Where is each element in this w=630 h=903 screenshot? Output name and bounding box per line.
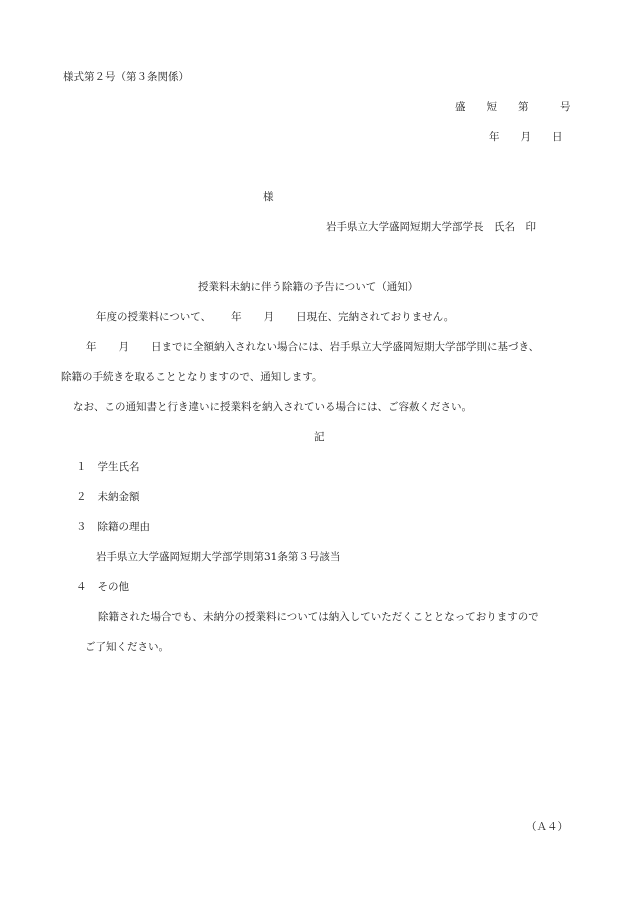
body-line-1-part1: 年度の授業料について、 <box>96 311 212 323</box>
item-label: その他 <box>97 581 129 593</box>
reference-number: 盛 短 第 号 <box>455 101 571 113</box>
other-text-line-2: ご了知ください。 <box>85 641 169 653</box>
body-line-2-month: 月 <box>118 341 129 353</box>
list-item <box>76 520 150 534</box>
list-item <box>76 490 140 504</box>
item-number: １ <box>76 461 87 473</box>
body-line-1-part2: 日現在、完納されておりません。 <box>296 311 455 323</box>
body-line-4: なお、この通知書と行き違いに授業料を納入されている場合には、ご容赦ください。 <box>73 401 472 413</box>
list-item <box>76 580 129 594</box>
body-line-1-month: 月 <box>263 311 275 323</box>
paper-size-label: （Ａ４） <box>526 821 568 833</box>
sender-line: 岩手県立大学盛岡短期大学部学長 氏名 印 <box>326 221 536 233</box>
body-line-2-year: 年 <box>86 341 97 353</box>
item-number: ２ <box>76 491 87 503</box>
item-label: 未納金額 <box>97 491 140 503</box>
item-number: ４ <box>76 581 87 593</box>
ki-heading: 記 <box>314 431 325 443</box>
document-subject: 授業料未納に伴う除籍の予告について（通知） <box>198 281 419 293</box>
reason-text: 岩手県立大学盛岡短期大学部学則第31条第３号該当 <box>96 551 341 563</box>
body-line-1-year: 年 <box>231 311 242 323</box>
body-line-2 <box>86 340 539 354</box>
other-text-line-1: 除籍された場合でも、未納分の授業料については納入していただくこととなっておりますので <box>98 611 539 623</box>
body-line-2-part: 日までに全額納入されない場合には、岩手県立大学盛岡短期大学部学則に基づき、 <box>151 341 540 353</box>
list-item <box>76 460 140 474</box>
date-line: 年 月 日 <box>489 131 563 143</box>
body-line-1 <box>96 310 454 324</box>
item-label: 学生氏名 <box>97 461 140 473</box>
body-line-3: 除籍の手続きを取ることとなりますので、通知します。 <box>61 371 323 383</box>
addressee-suffix: 様 <box>263 191 274 203</box>
item-number: ３ <box>76 521 87 533</box>
item-label: 除籍の理由 <box>97 521 150 533</box>
form-label: 様式第２号（第３条関係） <box>63 71 189 83</box>
